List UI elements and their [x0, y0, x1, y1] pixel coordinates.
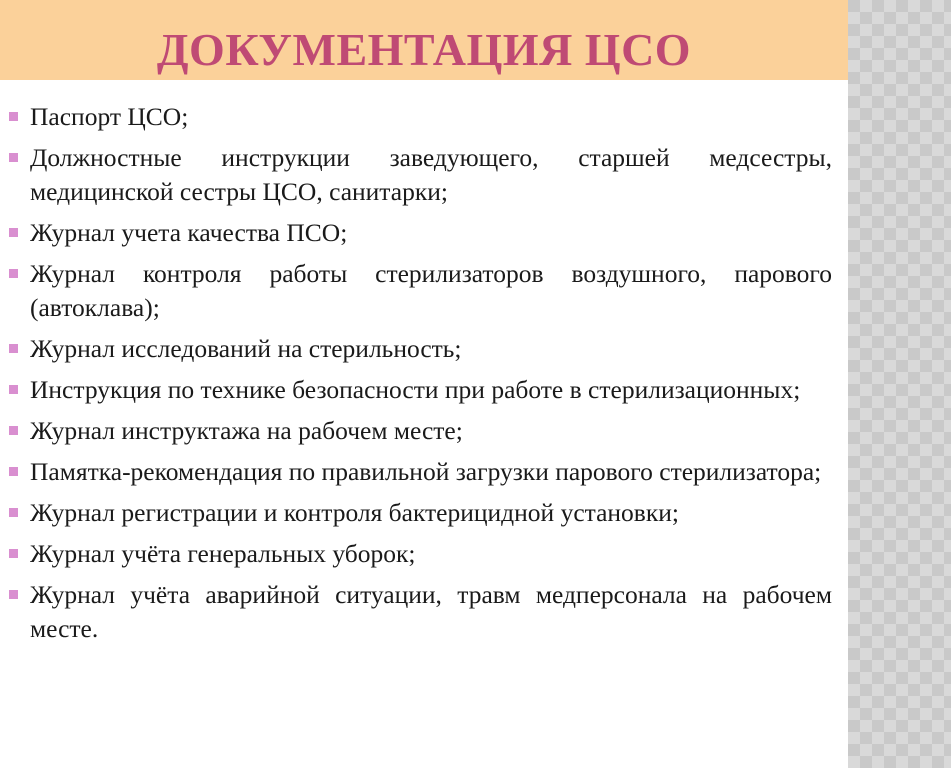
square-bullet-icon: [9, 269, 18, 278]
square-bullet-icon: [9, 549, 18, 558]
list-item: [0, 141, 832, 209]
list-item-text: Инструкция по технике безопасности при работе в стерилизационных;: [30, 375, 801, 404]
square-bullet-icon: [9, 467, 18, 476]
list-item: [0, 537, 832, 571]
square-bullet-icon: [9, 508, 18, 517]
square-bullet-icon: [9, 112, 18, 121]
list-item: [0, 414, 832, 448]
list-item: [0, 496, 832, 530]
list-item-text: Паспорт ЦСО;: [30, 102, 189, 131]
decorative-side-panel: [848, 0, 951, 768]
square-bullet-icon: [9, 228, 18, 237]
square-bullet-icon: [9, 153, 18, 162]
list-item: [0, 257, 832, 325]
list-item-text: Должностные инструкции заведующего, старшей медсестры, медицинской сестры ЦСО, санитарки;: [30, 143, 832, 206]
list-item-text: Памятка-рекомендация по правильной загрузки парового стерилизатора;: [30, 457, 822, 486]
square-bullet-icon: [9, 385, 18, 394]
bullet-list: [0, 100, 848, 653]
list-item-text: Журнал контроля работы стерилизаторов воздушного, парового (автоклава);: [30, 259, 832, 322]
list-item: [0, 100, 832, 134]
list-item-text: Журнал инструктажа на рабочем месте;: [30, 416, 463, 445]
list-item-text: Журнал учёта аварийной ситуации, травм медперсонала на рабочем месте.: [30, 580, 832, 643]
list-item: [0, 332, 832, 366]
list-item-text: Журнал исследований на стерильность;: [30, 334, 462, 363]
list-item: [0, 455, 832, 489]
list-item: [0, 216, 832, 250]
list-item: [0, 578, 832, 646]
list-item-text: Журнал учета качества ПСО;: [30, 218, 348, 247]
square-bullet-icon: [9, 590, 18, 599]
list-item-text: Журнал регистрации и контроля бактерицидной установки;: [30, 498, 679, 527]
slide-title: ДОКУМЕНТАЦИЯ ЦСО: [156, 24, 692, 75]
square-bullet-icon: [9, 344, 18, 353]
list-item: [0, 373, 832, 407]
list-item-text: Журнал учёта генеральных уборок;: [30, 539, 416, 568]
square-bullet-icon: [9, 426, 18, 435]
